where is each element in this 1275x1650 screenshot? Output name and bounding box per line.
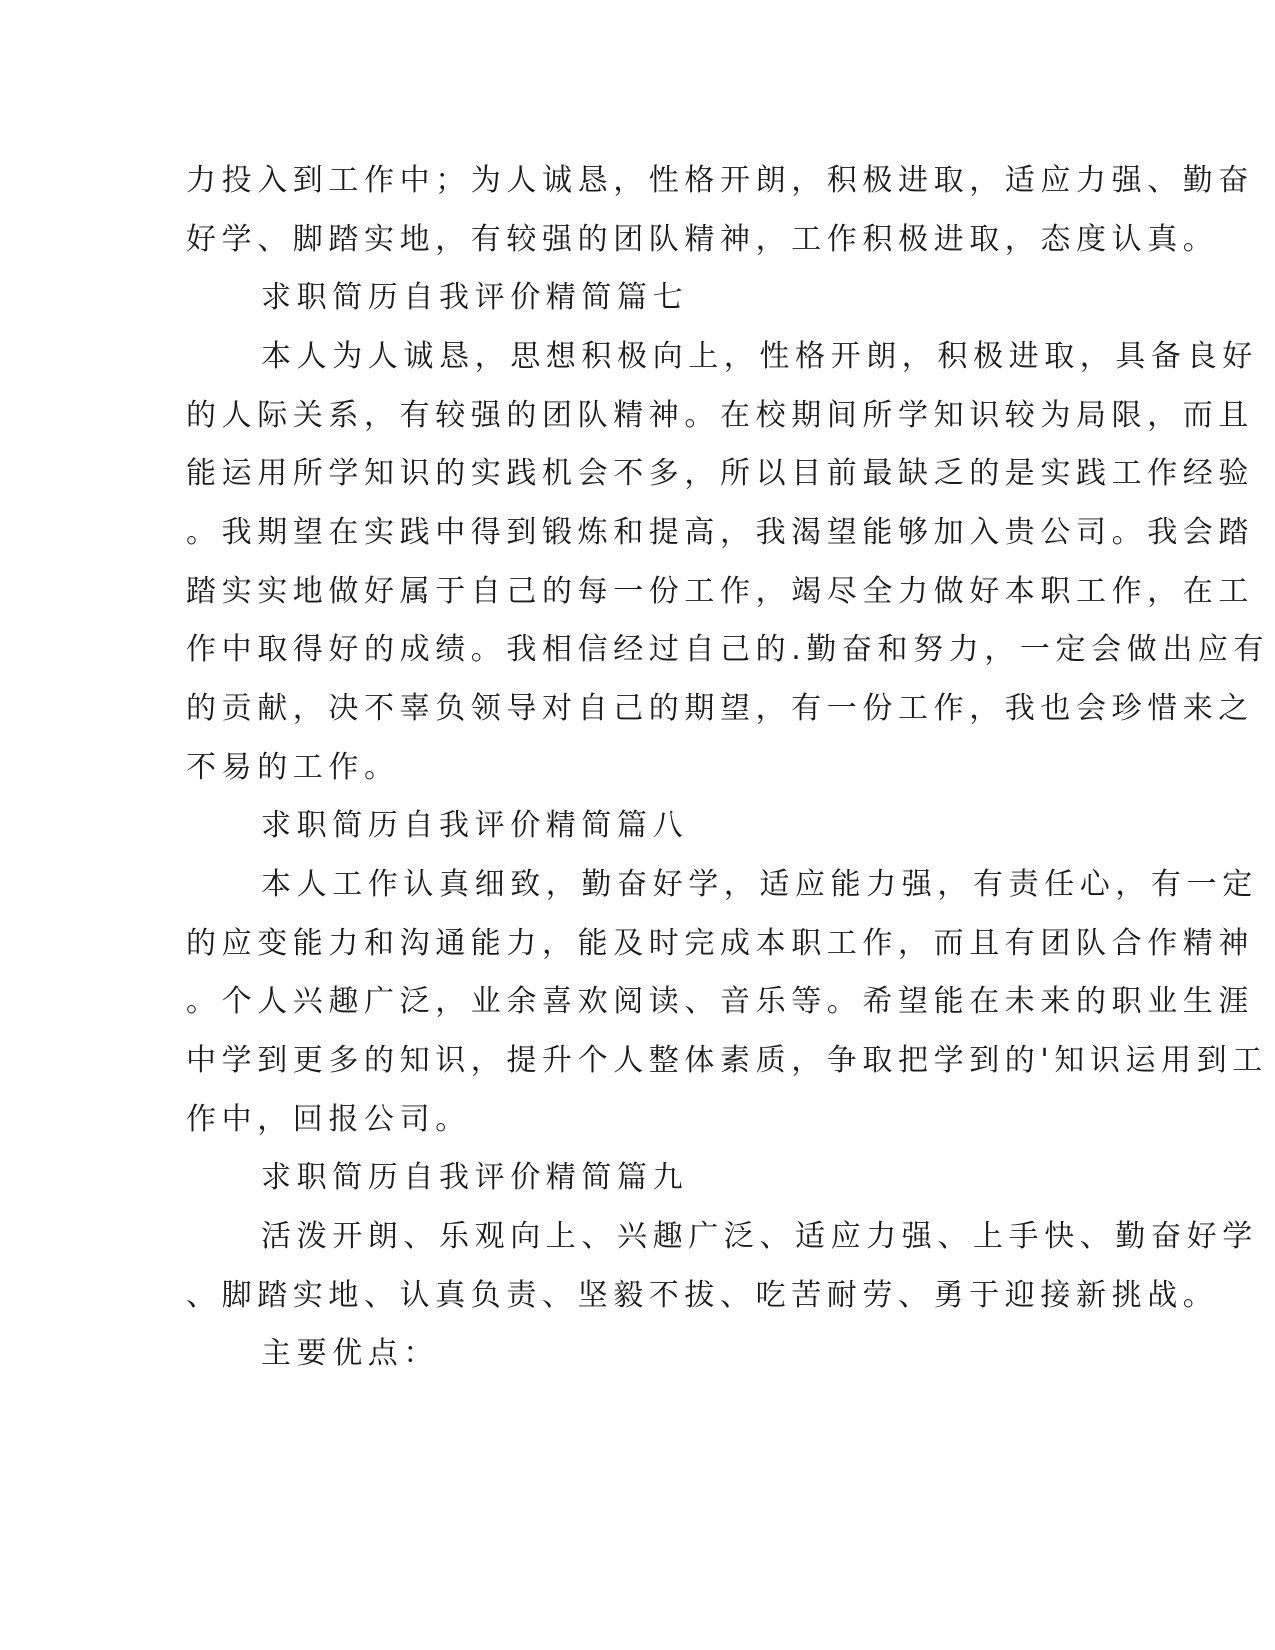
paragraph-line: 作中取得好的成绩。我相信经过自己的.勤奋和努力，一定会做出应有 [186, 632, 1270, 667]
section-heading: 求职简历自我评价精简篇八 [261, 808, 689, 843]
paragraph-line: 本人工作认真细致，勤奋好学，适应能力强，有责任心，有一定 [261, 867, 1258, 902]
paragraph-line: 力投入到工作中；为人诚恳，性格开朗，积极进取，适应力强、勤奋 [186, 163, 1254, 198]
paragraph-line: 的人际关系，有较强的团队精神。在校期间所学知识较为局限，而且 [186, 398, 1254, 433]
paragraph-line: 踏实实地做好属于自己的每一份工作，竭尽全力做好本职工作，在工 [186, 574, 1254, 609]
paragraph-line: 活泼开朗、乐观向上、兴趣广泛、适应力强、上手快、勤奋好学 [261, 1219, 1258, 1254]
paragraph-line: 能运用所学知识的实践机会不多，所以目前最缺乏的是实践工作经验 [186, 456, 1254, 491]
paragraph-line: 的贡献，决不辜负领导对自己的期望，有一份工作，我也会珍惜来之 [186, 691, 1254, 726]
section-heading: 求职简历自我评价精简篇九 [261, 1160, 689, 1195]
paragraph-line: 。我期望在实践中得到锻炼和提高，我渴望能够加入贵公司。我会踏 [186, 515, 1254, 550]
paragraph-line: 作中，回报公司。 [186, 1102, 471, 1137]
paragraph-line: 的应变能力和沟通能力，能及时完成本职工作，而且有团队合作精神 [186, 926, 1254, 961]
subheading: 主要优点： [261, 1336, 439, 1371]
paragraph-line: 中学到更多的知识，提升个人整体素质，争取把学到的'知识运用到工 [186, 1043, 1268, 1078]
paragraph-line: 本人为人诚恳，思想积极向上，性格开朗，积极进取，具备良好 [261, 339, 1258, 374]
paragraph-line: 好学、脚踏实地，有较强的团队精神，工作积极进取，态度认真。 [186, 222, 1219, 257]
paragraph-line: 不易的工作。 [186, 750, 400, 785]
section-heading: 求职简历自我评价精简篇七 [261, 280, 689, 315]
paragraph-line: 。个人兴趣广泛，业余喜欢阅读、音乐等。希望能在未来的职业生涯 [186, 984, 1254, 1019]
paragraph-line: 、脚踏实地、认真负责、坚毅不拔、吃苦耐劳、勇于迎接新挑战。 [186, 1278, 1219, 1313]
